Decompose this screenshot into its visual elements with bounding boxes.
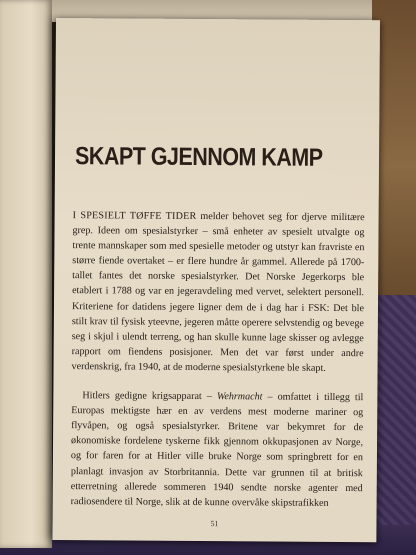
page-number: 51	[210, 519, 219, 529]
left-page-edge	[0, 0, 52, 548]
paragraph-2-text: – omfattet i tillegg til Europas mektigste hær en av verdens mest moderne mariner og flyvåpen, og også spesialstyrker. Britene var bekymret for de økonomiske fordelene tyskerne fikk gjennom okkupasjonen av Norge, og for faren for at Hitler ville bruke Norge som springbrett for en planlagt invasjon av Storbritannia. Dette var grunnen til at britisk etterretning allerede sommeren 1940 sendte norske agenter med radiosendere til Norge, slik at de kunne overvåke skipstrafikken	[70, 391, 364, 509]
paragraph-2-pre: Hitlers gedigne krigsapparat –	[82, 390, 217, 403]
paragraph-2	[71, 388, 364, 511]
paragraph-1-text: melder behovet seg for djerve militære grep. Ideen om spesialstyrker – små enheter av spesielt utvalgte og trente mannskaper som med spesielle metoder og utstyr kan fravriste en større fiende overtaket – er flere hundre år gammel. Allerede på 1700-tallet fantes det norske spesialstyrker. Det Norske Jegerkorps ble etablert i 1788 og var en jegeravdeling med vervet, selektert personell. Kriteriene for datidens jegere ligner dem de i dag har i FSK: Det ble stilt krav til fysisk yteevne, jegeren måtte operere selvstendig og bevege seg i skjul i ulendt terreng, og han skulle kunne lage skisser og avlegge rapport om fiendens posisjoner. Men det var først under andre verdenskrig, fra 1940, at de moderne spesialstyrkene ble skapt.	[71, 210, 365, 374]
chapter-body	[71, 208, 365, 511]
paragraph-1	[72, 208, 365, 376]
chapter-title: SKAPT GJENNOM KAMP	[74, 142, 323, 172]
book-page	[52, 18, 380, 542]
paragraph-2-italic: Wehrmacht	[216, 391, 263, 403]
paragraph-1-lead: I SPESIELT TØFFE TIDER	[72, 210, 197, 222]
